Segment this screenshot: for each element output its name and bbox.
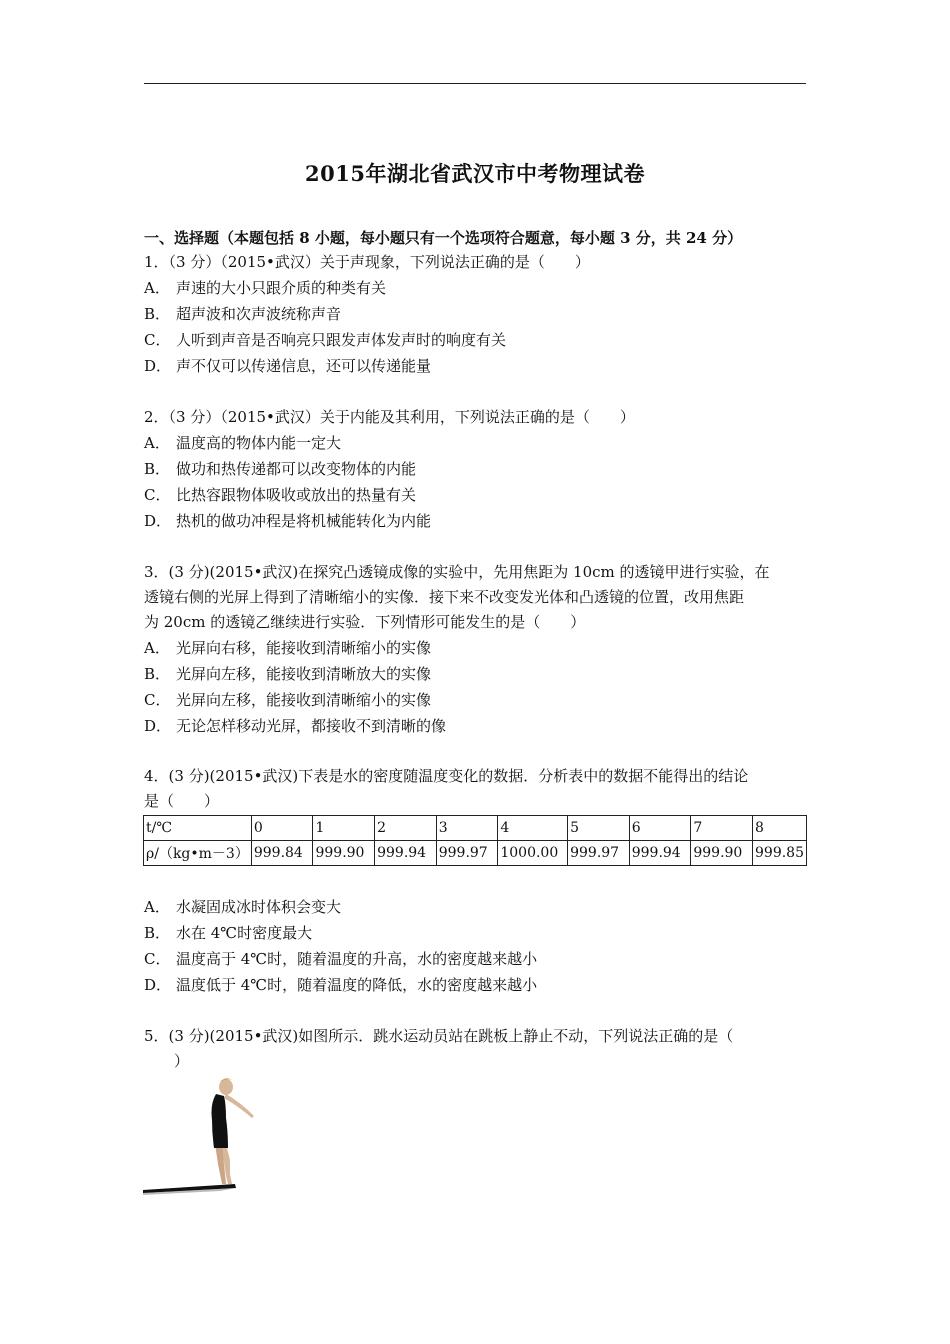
q4-option-b[interactable] (144, 923, 312, 943)
option-label: C． (144, 486, 171, 504)
q1-option-d[interactable] (144, 356, 431, 376)
q4-stem-line-1: 4．(3 分)(2015•武汉)下表是水的密度随温度变化的数据．分析表中的数据不能得出的结论 (144, 767, 749, 785)
header-rule (144, 83, 806, 84)
option-text: 比热容跟物体吸收或放出的热量有关 (176, 486, 417, 504)
option-text: 水凝固成冰时体积会变大 (176, 898, 342, 916)
diver-arm (224, 1094, 254, 1118)
q1-option-b[interactable] (144, 304, 341, 324)
table-row (144, 816, 807, 841)
option-text: 温度低于 4℃时，随着温度的降低，水的密度越来越小 (176, 976, 538, 994)
option-label: B． (144, 305, 171, 323)
option-text: 温度高的物体内能一定大 (176, 434, 342, 452)
option-text: 人听到声音是否响亮只跟发声体发声时的响度有关 (176, 331, 507, 349)
q3-stem-line-1: 3．(3 分)(2015•武汉)在探究凸透镜成像的实验中，先用焦距为 10cm 的透镜甲进行实验，在 (144, 563, 770, 581)
q1-stem: 1．（3 分）（2015•武汉）关于声现象，下列说法正确的是（ ） (144, 253, 590, 271)
table-cell: 999.90 (691, 841, 753, 866)
option-label: D． (144, 976, 172, 994)
q3-option-a[interactable] (144, 638, 431, 658)
table-row (144, 841, 807, 866)
q5-stem-line-1: 5．(3 分)(2015•武汉)如图所示．跳水运动员站在跳板上静止不动，下列说法正确的是（ (144, 1027, 734, 1045)
q3-stem-line-2: 透镜右侧的光屏上得到了清晰缩小的实像．接下来不改变发光体和凸透镜的位置，改用焦距 (144, 588, 745, 606)
table-cell: 999.84 (251, 841, 313, 866)
option-label: D． (144, 357, 172, 375)
table-cell: 1 (313, 816, 375, 841)
q4-stem-line-2: 是（ ） (144, 792, 220, 810)
option-text: 声不仅可以传递信息，还可以传递能量 (176, 357, 432, 375)
option-text: 光屏向右移，能接收到清晰缩小的实像 (176, 639, 432, 657)
option-label: C． (144, 331, 171, 349)
q2-option-c[interactable] (144, 485, 416, 505)
q4-option-a[interactable] (144, 897, 341, 917)
table-cell: 0 (251, 816, 313, 841)
table-cell: t/℃ (144, 816, 252, 841)
table-cell: 999.90 (313, 841, 375, 866)
table-cell: 999.85 (753, 841, 807, 866)
option-label: D． (144, 512, 172, 530)
option-label: A． (144, 279, 170, 297)
diver-body (212, 1094, 229, 1148)
q1-option-a[interactable] (144, 278, 386, 298)
diver-on-springboard-figure (140, 1072, 270, 1202)
option-label: C． (144, 950, 171, 968)
option-text: 光屏向左移，能接收到清晰缩小的实像 (176, 691, 432, 709)
q2-option-d[interactable] (144, 511, 431, 531)
table-cell: 3 (436, 816, 498, 841)
density-table (143, 815, 807, 866)
q5-stem-line-2: ） (144, 1052, 190, 1070)
option-text: 热机的做功冲程是将机械能转化为内能 (176, 512, 432, 530)
option-text: 水在 4℃时密度最大 (176, 924, 313, 942)
table-cell: 999.97 (436, 841, 498, 866)
q3-option-c[interactable] (144, 690, 431, 710)
table-cell: 6 (629, 816, 691, 841)
table-cell: 8 (753, 816, 807, 841)
option-label: B． (144, 665, 171, 683)
q3-option-d[interactable] (144, 716, 446, 736)
table-cell: 1000.00 (498, 841, 568, 866)
table-cell: 999.94 (375, 841, 437, 866)
option-label: C． (144, 691, 171, 709)
option-label: A． (144, 898, 170, 916)
option-text: 超声波和次声波统称声音 (176, 305, 342, 323)
q1-option-c[interactable] (144, 330, 506, 350)
page-title: 2015年湖北省武汉市中考物理试卷 (305, 161, 645, 186)
q4-option-d[interactable] (144, 975, 537, 995)
table-cell: 999.97 (568, 841, 630, 866)
option-text: 无论怎样移动光屏，都接收不到清晰的像 (176, 717, 447, 735)
table-cell: 2 (375, 816, 437, 841)
table-cell: ρ/（kg•m－3） (144, 841, 252, 866)
option-text: 温度高于 4℃时，随着温度的升高，水的密度越来越小 (176, 950, 538, 968)
option-label: D． (144, 717, 172, 735)
option-text: 做功和热传递都可以改变物体的内能 (176, 460, 417, 478)
option-label: A． (144, 434, 170, 452)
option-label: B． (144, 460, 171, 478)
table-cell: 4 (498, 816, 568, 841)
q2-stem: 2．（3 分）（2015•武汉）关于内能及其利用，下列说法正确的是（ ） (144, 408, 635, 426)
option-label: B． (144, 924, 171, 942)
option-label: A． (144, 639, 170, 657)
table-cell: 999.94 (629, 841, 691, 866)
table-cell: 5 (568, 816, 630, 841)
q4-option-c[interactable] (144, 949, 537, 969)
q2-option-a[interactable] (144, 433, 341, 453)
option-text: 声速的大小只跟介质的种类有关 (176, 279, 387, 297)
q2-option-b[interactable] (144, 459, 416, 479)
q3-stem-line-3: 为 20cm 的透镜乙继续进行实验．下列情形可能发生的是（ ） (144, 613, 586, 631)
option-text: 光屏向左移，能接收到清晰放大的实像 (176, 665, 432, 683)
section-heading: 一、选择题（本题包括 8 小题，每小题只有一个选项符合题意，每小题 3 分，共 24 分） (144, 229, 743, 247)
table-cell: 7 (691, 816, 753, 841)
q3-option-b[interactable] (144, 664, 431, 684)
